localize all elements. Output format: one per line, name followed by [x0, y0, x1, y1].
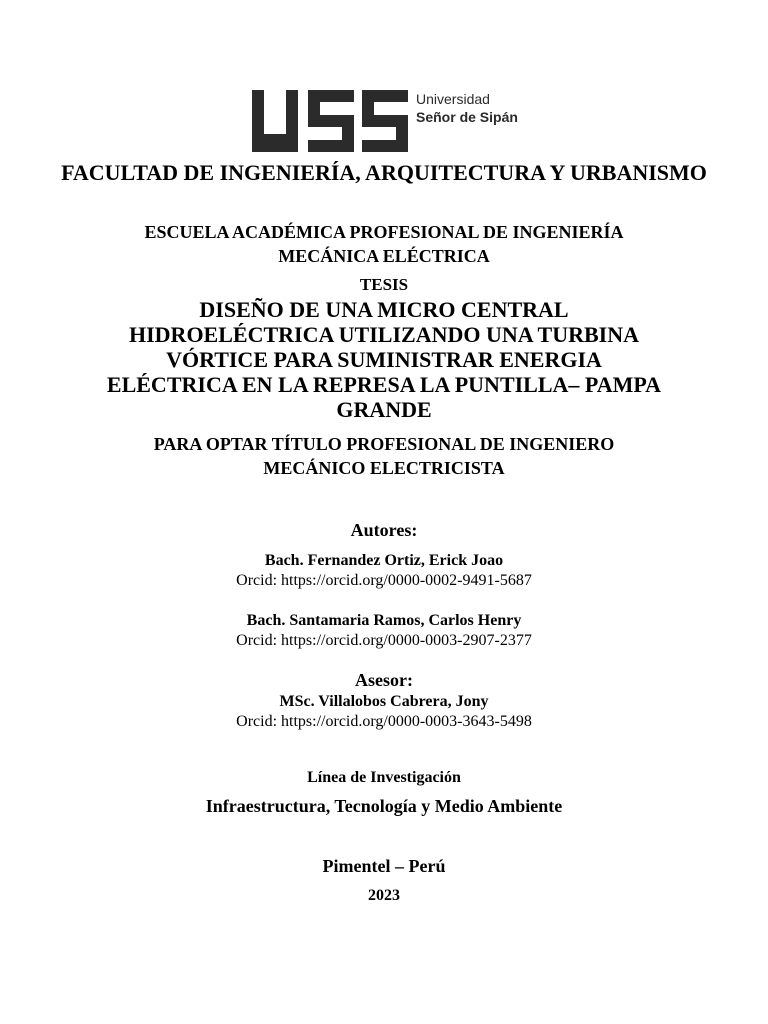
logo-wordmark — [416, 90, 518, 126]
advisor-heading: Asesor: — [355, 670, 413, 690]
author-1-orcid: Orcid: https://orcid.org/0000-0002-9491-5687 — [236, 572, 532, 589]
logo-line-universidad: Universidad — [416, 91, 490, 107]
author-1-name: Bach. Fernandez Ortiz, Erick Joao — [264, 552, 504, 569]
thesis-title: DISEÑO DE UNA MICRO CENTRAL HIDROELÉCTRICA UTILIZANDO UNA TURBINA VÓRTICE PARA SUMINISTRAR ENERGIA ELÉCTRICA EN LA REPRESA LA PUNTILLA– PAMPA GRANDE — [106, 297, 662, 422]
year: 2023 — [368, 887, 400, 904]
university-logo — [252, 90, 532, 152]
logo-line-senor-de-sipan: Señor de Sipán — [416, 109, 518, 125]
author-2-orcid: Orcid: https://orcid.org/0000-0003-2907-2377 — [236, 632, 532, 649]
place: Pimentel – Perú — [322, 856, 446, 876]
research-line-heading: Línea de Investigación — [307, 769, 461, 786]
degree-statement — [0, 432, 768, 480]
degree-text: PARA OPTAR TÍTULO PROFESIONAL DE INGENIERO MECÁNICO ELECTRICISTA — [153, 434, 615, 478]
author-2-name: Bach. Santamaria Ramos, Carlos Henry — [246, 612, 522, 629]
advisor-orcid: Orcid: https://orcid.org/0000-0003-3643-5498 — [236, 713, 532, 730]
school-heading — [0, 220, 768, 268]
uss-logo-mark — [252, 90, 412, 152]
document-type: TESIS — [359, 275, 409, 294]
advisor-name: MSc. Villalobos Cabrera, Jony — [279, 693, 489, 710]
authors-heading: Autores: — [350, 520, 418, 540]
faculty-heading: FACULTAD DE INGENIERÍA, ARQUITECTURA Y URBANISMO — [61, 160, 707, 185]
school-name: ESCUELA ACADÉMICA PROFESIONAL DE INGENIERÍA MECÁNICA ELÉCTRICA — [144, 222, 624, 266]
research-line: Infraestructura, Tecnología y Medio Ambiente — [205, 796, 563, 816]
